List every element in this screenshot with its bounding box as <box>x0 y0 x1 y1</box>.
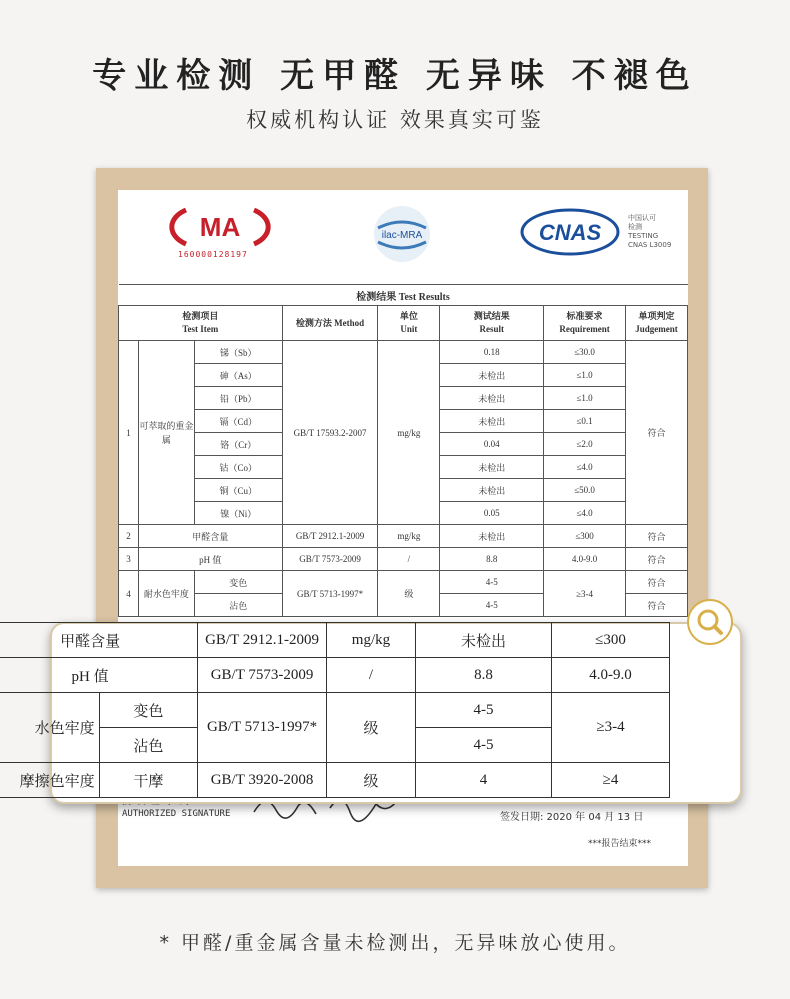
zoomed-results-table <box>0 622 670 798</box>
table-cell: 4-5 <box>416 728 552 763</box>
table-cell: ≤30.0 <box>544 341 626 364</box>
header-method: 检测方法 Method <box>282 306 378 341</box>
table-row <box>119 548 688 571</box>
table-cell: GB/T 2912.1-2009 <box>282 525 378 548</box>
table-cell: 4 <box>119 571 139 617</box>
table-cell: ≤1.0 <box>544 364 626 387</box>
svg-text:中国认可: 中国认可 <box>628 214 656 222</box>
table-cell: 4-5 <box>416 693 552 728</box>
table-cell: 铅（Pb） <box>194 387 282 410</box>
table-cell: 符合 <box>626 571 688 594</box>
table-cell: GB/T 7573-2009 <box>198 658 327 693</box>
table-cell: 耐水色牢度 <box>138 571 194 617</box>
sign-date: 签发日期: 2020 年 04 月 13 日 <box>500 812 644 823</box>
header-result: 测试结果 Result <box>440 306 544 341</box>
ilac-logo-text: ilac-MRA <box>381 230 423 241</box>
cnas-logo-text: CNAS <box>538 220 602 245</box>
table-cell: 0.05 <box>440 502 544 525</box>
table-cell: ≤4.0 <box>544 502 626 525</box>
table-cell: ≤50.0 <box>544 479 626 502</box>
table-cell: / <box>378 548 440 571</box>
table-cell: 4.0-9.0 <box>544 548 626 571</box>
table-cell: 级 <box>326 693 415 763</box>
table-cell: ≤2.0 <box>544 433 626 456</box>
table-row <box>0 763 670 798</box>
footnote: * 甲醛/重金属含量未检测出，无异味放心使用。 <box>159 932 631 954</box>
table-cell: GB/T 5713-1997* <box>198 693 327 763</box>
table-cell: GB/T 5713-1997* <box>282 571 378 617</box>
table-row <box>119 571 688 594</box>
signature-label: AUTHORIZED SIGNATURE <box>122 809 231 819</box>
table-cell: 锑（Sb） <box>194 341 282 364</box>
table-cell: 沾色 <box>194 594 282 617</box>
ilac-mra-logo-icon <box>370 202 434 266</box>
table-cell: 摩擦色牢度 <box>0 763 99 798</box>
table-cell: GB/T 7573-2009 <box>282 548 378 571</box>
header-test-item: 检测项目 Test Item <box>119 306 283 341</box>
table-cell: / <box>326 658 415 693</box>
table-cell: pH 值 <box>0 658 198 693</box>
table-cell: 未检出 <box>440 364 544 387</box>
table-cell: mg/kg <box>378 525 440 548</box>
table-cell: 符合 <box>626 594 688 617</box>
table-cell: 4-5 <box>440 594 544 617</box>
table-cell: ≥4 <box>551 763 669 798</box>
table-cell: pH 值 <box>138 548 282 571</box>
table-cell: 符合 <box>626 341 688 525</box>
table-cell: 沾色 <box>99 728 198 763</box>
table-cell: 镉（Cd） <box>194 410 282 433</box>
table-cell: 级 <box>378 571 440 617</box>
table-cell: 甲醛含量 <box>138 525 282 548</box>
table-cell: 符合 <box>626 525 688 548</box>
table-cell: 未检出 <box>440 456 544 479</box>
table-cell: 砷（As） <box>194 364 282 387</box>
table-cell: 铜（Cu） <box>194 479 282 502</box>
table-cell: 0.18 <box>440 341 544 364</box>
table-cell: 铬（Cr） <box>194 433 282 456</box>
table-cell: ≥3-4 <box>551 693 669 763</box>
table-row <box>119 341 688 364</box>
test-results-table <box>118 284 688 617</box>
table-cell: mg/kg <box>378 341 440 525</box>
table-cell: 可萃取的重金属 <box>138 341 194 525</box>
cma-logo-text: MA <box>199 212 241 242</box>
subline: 权威机构认证 效果真实可鉴 <box>246 108 544 132</box>
table-cell: 干摩 <box>99 763 198 798</box>
table-row <box>0 658 670 693</box>
table-cell: 2 <box>119 525 139 548</box>
table-cell: 未检出 <box>416 623 552 658</box>
table-cell: ≤4.0 <box>544 456 626 479</box>
table-row <box>0 693 670 728</box>
table-cell: 未检出 <box>440 525 544 548</box>
table-cell: mg/kg <box>326 623 415 658</box>
table-cell: ≤300 <box>544 525 626 548</box>
table-cell: GB/T 17593.2-2007 <box>282 341 378 525</box>
cma-logo-icon <box>180 204 260 250</box>
svg-text:检测: 检测 <box>628 223 642 231</box>
svg-text:CNAS L3009: CNAS L3009 <box>628 241 672 249</box>
cma-number: 160000128197 <box>178 250 248 259</box>
headline: 专业检测 无甲醛 无异味 不褪色 <box>92 56 698 96</box>
cnas-logo-icon <box>520 208 690 256</box>
table-cell: 未检出 <box>440 410 544 433</box>
report-end: ***报告结束*** <box>588 839 652 849</box>
table-cell: 4 <box>416 763 552 798</box>
table-cell: 3 <box>119 548 139 571</box>
table-cell: 镍（Ni） <box>194 502 282 525</box>
table-cell: 4.0-9.0 <box>551 658 669 693</box>
header-requirement: 标准要求 Requirement <box>544 306 626 341</box>
table-cell: 1 <box>119 341 139 525</box>
table-cell: ≤300 <box>551 623 669 658</box>
header-unit: 单位 Unit <box>378 306 440 341</box>
magnifier-icon <box>686 598 734 646</box>
table-cell: 8.8 <box>416 658 552 693</box>
table-cell: 甲醛含量 <box>0 623 198 658</box>
table-cell: ≤0.1 <box>544 410 626 433</box>
table-cell: 钴（Co） <box>194 456 282 479</box>
table-cell: 级 <box>326 763 415 798</box>
table-cell: 未检出 <box>440 387 544 410</box>
table-cell: GB/T 3920-2008 <box>198 763 327 798</box>
table-cell: ≤1.0 <box>544 387 626 410</box>
table-cell: 变色 <box>194 571 282 594</box>
table-cell: 4-5 <box>440 571 544 594</box>
table-cell: ≥3-4 <box>544 571 626 617</box>
table-cell: 水色牢度 <box>0 693 99 763</box>
svg-text:TESTING: TESTING <box>628 232 659 240</box>
zoom-panel <box>19 622 742 804</box>
table-cell: 0.04 <box>440 433 544 456</box>
table-cell: 8.8 <box>440 548 544 571</box>
table-cell: GB/T 2912.1-2009 <box>198 623 327 658</box>
table-cell: 变色 <box>99 693 198 728</box>
header-judgement: 单项判定 Judgement <box>626 306 688 341</box>
table-title: 检测结果 Test Results <box>119 285 688 306</box>
table-row <box>0 623 670 658</box>
table-cell: 符合 <box>626 548 688 571</box>
table-cell: 未检出 <box>440 479 544 502</box>
table-row <box>119 525 688 548</box>
